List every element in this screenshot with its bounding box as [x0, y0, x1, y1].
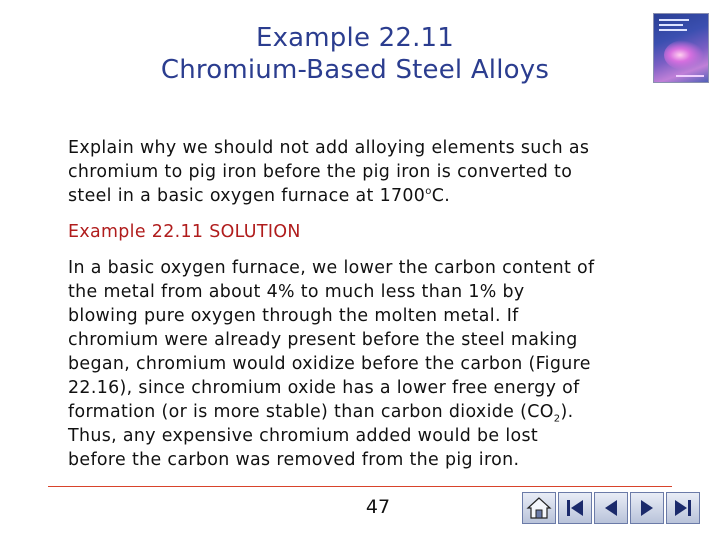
home-button[interactable]: [522, 492, 556, 524]
problem-statement: [68, 136, 668, 208]
solution-line-text: formation (or is more stable) than carbon dioxide (CO: [68, 402, 554, 422]
solution-line: chromium were already present before the steel making: [68, 330, 578, 350]
first-slide-button[interactable]: [558, 492, 592, 524]
solution-line: 22.16), since chromium oxide has a lower free energy of: [68, 378, 580, 398]
last-slide-icon: [670, 495, 696, 521]
solution-line: blowing pure oxygen through the molten metal. If: [68, 306, 519, 326]
problem-line: chromium to pig iron before the pig iron is converted to: [68, 162, 573, 182]
last-slide-button[interactable]: [666, 492, 700, 524]
footer-divider: [48, 486, 672, 487]
slide-title-line-1: Example 22.11: [255, 23, 455, 53]
cover-title-stroke: [659, 24, 683, 26]
problem-line-text: steel in a basic oxygen furnace at 1700: [68, 186, 426, 206]
problem-line: [68, 184, 668, 208]
problem-line: Explain why we should not add alloying elements such as: [68, 138, 590, 158]
temperature-unit: C.: [431, 186, 451, 206]
solution-line: the metal from about 4% to much less than 1% by: [68, 282, 525, 302]
solution-text: [68, 256, 668, 472]
first-slide-icon: [562, 495, 588, 521]
co2-subscript: 2: [553, 413, 561, 425]
slide-title-line-2: Chromium-Based Steel Alloys: [160, 55, 550, 85]
book-cover-image: [653, 13, 709, 83]
co2-close: ).: [560, 402, 574, 422]
next-slide-button[interactable]: [630, 492, 664, 524]
home-icon: [526, 495, 552, 521]
solution-line: In a basic oxygen furnace, we lower the carbon content of: [68, 258, 595, 278]
solution-line: Thus, any expensive chromium added would be lost: [68, 426, 539, 446]
degree-symbol: o: [425, 186, 432, 198]
previous-slide-button[interactable]: [594, 492, 628, 524]
previous-slide-icon: [598, 495, 624, 521]
next-slide-icon: [634, 495, 660, 521]
slide-title: [0, 22, 710, 86]
page-number: 47: [365, 496, 391, 518]
cover-author-stroke: [676, 75, 704, 77]
solution-line: began, chromium would oxidize before the carbon (Figure: [68, 354, 591, 374]
cover-title-stroke: [659, 29, 687, 31]
solution-line: before the carbon was removed from the pig iron.: [68, 450, 520, 470]
cover-swirl-art: [664, 40, 704, 70]
cover-title-stroke: [659, 19, 689, 21]
solution-heading: Example 22.11 SOLUTION: [68, 222, 301, 242]
slide-body: [68, 136, 668, 472]
solution-line: [68, 400, 668, 424]
